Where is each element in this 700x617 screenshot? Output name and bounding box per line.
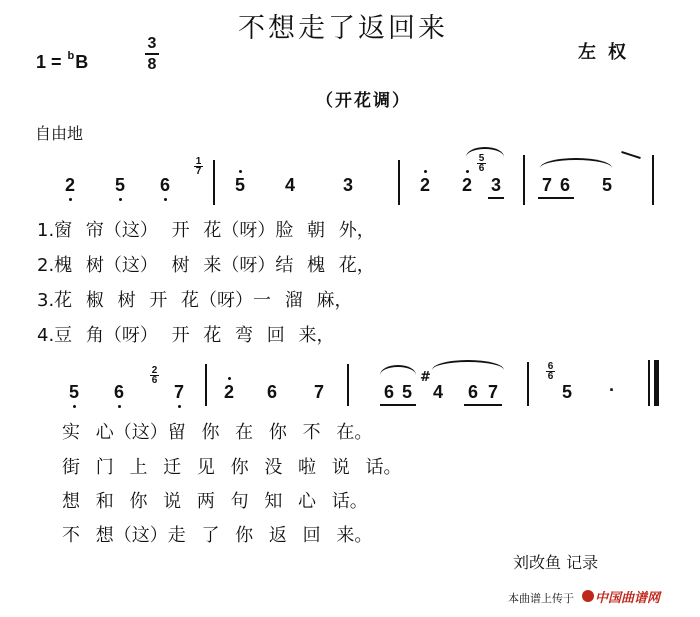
site-logo-text: 中国曲谱网 <box>595 591 661 606</box>
lyric-line-8: 不 想（这）走 了 你 返 回 来。 <box>62 525 373 546</box>
upload-footer: 本曲谱上传于 <box>508 592 574 605</box>
barline <box>398 160 400 205</box>
octave-dot <box>119 198 122 201</box>
meter-denominator: 8 <box>147 56 157 73</box>
grace-note <box>150 366 159 385</box>
octave-dot <box>466 170 469 173</box>
octave-dot <box>228 377 231 380</box>
octave-dot <box>239 170 242 173</box>
grace-top: 1 <box>195 156 202 167</box>
note: 7 <box>487 382 498 402</box>
lyric-line-1: 1.窗 帘（这） 开 花（呀）脸 朝 外， <box>37 220 375 241</box>
lyric-line-3: 3.花 椒 树 开 花（呀）一 溜 麻， <box>37 290 353 311</box>
lyric-line-7: 想 和 你 说 两 句 知 心 话。 <box>62 491 368 512</box>
note: 6 <box>266 382 277 402</box>
slur <box>380 365 416 375</box>
song-subtitle: （开花调） <box>316 91 411 111</box>
grace-note <box>546 362 555 381</box>
slur <box>432 360 504 370</box>
note: 7 <box>541 175 552 195</box>
dot-extension: · <box>609 380 615 400</box>
tempo-marking: 自由地 <box>35 124 84 143</box>
author-credit: 左权 <box>578 42 638 63</box>
note: 6 <box>467 382 478 402</box>
grace-top: 2 <box>151 365 158 376</box>
beam <box>464 404 502 406</box>
note: 5 <box>234 175 245 195</box>
note: 7 <box>313 382 324 402</box>
meter-numerator: 3 <box>147 35 157 52</box>
barline <box>205 364 207 406</box>
recorder-credit: 刘改鱼 记录 <box>513 553 599 572</box>
note: 3 <box>342 175 353 195</box>
barline <box>347 364 349 406</box>
note: 6 <box>113 382 124 402</box>
note: 2 <box>461 175 472 195</box>
slur <box>540 158 612 168</box>
barline <box>523 155 525 205</box>
note: 5 <box>601 175 612 195</box>
note: 4 <box>284 175 295 195</box>
grace-top: 6 <box>547 361 554 372</box>
lyric-line-4: 4.豆 角（呀） 开 花 弯 回 来， <box>37 325 335 346</box>
slur <box>466 147 504 157</box>
note: 2 <box>223 382 234 402</box>
sharp-sign: # <box>420 370 431 385</box>
octave-dot <box>164 198 167 201</box>
note: 6 <box>559 175 570 195</box>
grace-bottom: 7 <box>195 166 202 177</box>
note: 6 <box>159 175 170 195</box>
lyric-line-2: 2.槐 树（这） 树 来（呀）结 槐 花， <box>37 255 375 276</box>
note: 7 <box>173 382 184 402</box>
note: 5 <box>114 175 125 195</box>
note: 5 <box>68 382 79 402</box>
key-text: 1 = <box>36 52 67 72</box>
beam <box>380 404 416 406</box>
beam <box>538 197 574 199</box>
grace-note <box>194 157 203 176</box>
barline <box>648 360 650 406</box>
grace-top: 5 <box>478 153 485 164</box>
note: 5 <box>561 382 572 402</box>
note: 5 <box>401 382 412 402</box>
grace-bottom: 6 <box>547 371 554 382</box>
octave-dot <box>69 198 72 201</box>
note: 2 <box>419 175 430 195</box>
lyric-line-6: 街 门 上 迁 见 你 没 啦 说 话。 <box>62 457 402 478</box>
site-logo-icon <box>582 590 594 602</box>
flat-sign: b <box>67 50 75 62</box>
glissando-mark <box>621 151 641 159</box>
barline <box>652 155 654 205</box>
song-title: 不想走了返回来 <box>238 13 448 44</box>
site-logo-link[interactable] <box>595 587 660 606</box>
octave-dot <box>178 405 181 408</box>
grace-bottom: 6 <box>478 163 485 174</box>
note: 3 <box>490 175 501 195</box>
final-barline <box>654 360 659 406</box>
octave-dot <box>118 405 121 408</box>
key-note: B <box>75 52 89 72</box>
barline <box>213 160 215 205</box>
beam <box>488 197 504 199</box>
note: 2 <box>64 175 75 195</box>
barline <box>527 362 529 406</box>
grace-bottom: 6 <box>151 375 158 386</box>
note: 4 <box>432 382 443 402</box>
lyric-line-5: 实 心（这）留 你 在 你 不 在。 <box>62 422 373 443</box>
octave-dot <box>424 170 427 173</box>
note: 6 <box>383 382 394 402</box>
octave-dot <box>73 405 76 408</box>
